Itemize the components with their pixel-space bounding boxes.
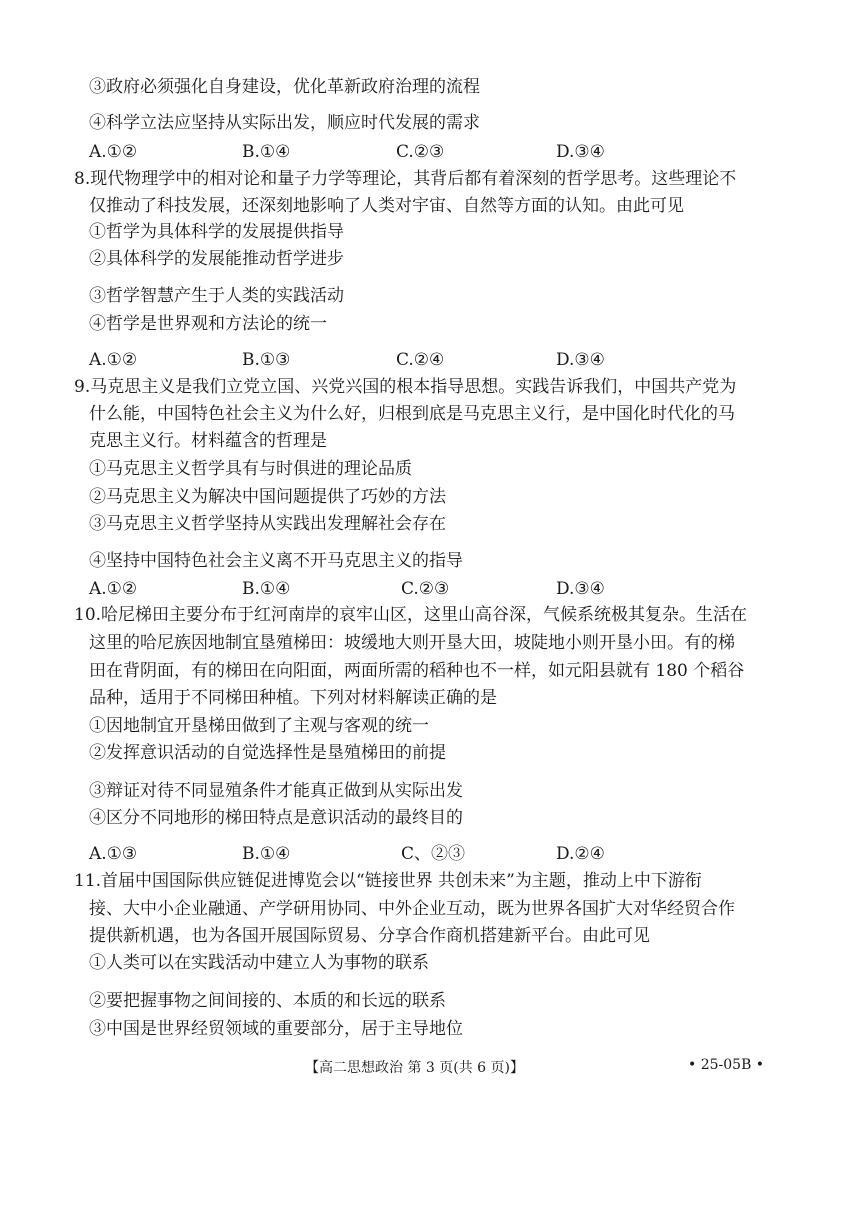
option-statement: ②马克思主义为解决中国问题提供了巧妙的方法 bbox=[89, 487, 446, 507]
answer-choice-a: A.①② bbox=[89, 142, 138, 162]
question-8-stem: 仅推动了科技发展，还深刻地影响了人类对宇宙、自然等方面的认知。由此可见 bbox=[89, 196, 684, 216]
answer-choice-c: C.②③ bbox=[396, 142, 445, 162]
option-statement: ③中国是世界经贸领域的重要部分，居于主导地位 bbox=[89, 1019, 463, 1039]
question-9-stem: 克思主义行。材料蕴含的哲理是 bbox=[89, 431, 327, 451]
option-statement: ④哲学是世界观和方法论的统一 bbox=[89, 314, 327, 334]
question-11-stem: 接、大中小企业融通、产学研用协同、中外企业互动，既为世界各国扩大对华经贸合作 bbox=[89, 899, 735, 919]
answer-choice-d: D.③④ bbox=[556, 350, 605, 370]
question-10-stem: 品种，适用于不同梯田种植。下列对材料解读正确的是 bbox=[89, 688, 497, 708]
option-statement: ③辩证对待不同显殖条件才能真正做到从实际出发 bbox=[89, 781, 463, 801]
option-statement: ④区分不同地形的梯田特点是意识活动的最终目的 bbox=[89, 808, 463, 828]
option-statement: ①人类可以在实践活动中建立人为事物的联系 bbox=[89, 953, 429, 973]
option-statement: ③马克思主义哲学坚持从实践出发理解社会存在 bbox=[89, 514, 446, 534]
answer-choice-d: D.③④ bbox=[556, 579, 605, 599]
answer-choice-a: A.①② bbox=[89, 350, 138, 370]
question-9-stem: 什么能，中国特色社会主义为什么好，归根到底是马克思主义行，是中国化时代化的马 bbox=[89, 404, 735, 424]
answer-choice-b: B.①③ bbox=[242, 350, 291, 370]
answer-choice-c: C、②③ bbox=[401, 844, 466, 864]
option-statement: ①哲学为具体科学的发展提供指导 bbox=[89, 222, 344, 242]
page-footer: 【高二思想政治 第 3 页(共 6 页)】 bbox=[305, 1060, 524, 1076]
question-8-stem: 8.现代物理学中的相对论和量子力学等理论，其背后都有着深刻的哲学思考。这些理论不 bbox=[74, 169, 737, 189]
answer-choice-b: B.①④ bbox=[242, 579, 291, 599]
answer-choice-d: D.②④ bbox=[556, 844, 605, 864]
answer-choice-a: A.①② bbox=[89, 579, 138, 599]
question-11-stem: 提供新机遇，也为各国开展国际贸易、分享合作商机搭建新平台。由此可见 bbox=[89, 926, 650, 946]
page-code: • 25-05B • bbox=[688, 1057, 765, 1073]
answer-choice-b: B.①④ bbox=[242, 142, 291, 162]
option-statement: ③哲学智慧产生于人类的实践活动 bbox=[89, 286, 344, 306]
option-statement: ④坚持中国特色社会主义离不开马克思主义的指导 bbox=[89, 551, 463, 571]
answer-choice-d: D.③④ bbox=[556, 142, 605, 162]
option-statement: ①因地制宜开垦梯田做到了主观与客观的统一 bbox=[89, 716, 429, 736]
answer-choice-c: C.②④ bbox=[396, 350, 445, 370]
option-statement: ②要把握事物之间间接的、本质的和长远的联系 bbox=[89, 991, 446, 1011]
question-11-stem: 11.首届中国国际供应链促进博览会以“链接世界 共创未来”为主题，推动上中下游衔 bbox=[74, 871, 702, 891]
option-statement: ③政府必须强化自身建设，优化革新政府治理的流程 bbox=[89, 77, 480, 97]
answer-choice-b: B.①④ bbox=[242, 844, 291, 864]
question-10-stem: 田在背阴面，有的梯田在向阳面，两面所需的稻种也不一样，如元阳县就有 180 个稻谷 bbox=[89, 661, 745, 681]
answer-choice-c: C.②③ bbox=[401, 579, 450, 599]
option-statement: ②具体科学的发展能推动哲学进步 bbox=[89, 249, 344, 269]
question-10-stem: 10.哈尼梯田主要分布于红河南岸的哀牢山区，这里山高谷深，气候系统极其复杂。生活在 bbox=[74, 605, 748, 625]
option-statement: ④科学立法应坚持从实际出发，顺应时代发展的需求 bbox=[89, 113, 480, 133]
question-10-stem: 这里的哈尼族因地制宜垦殖梯田：坡缓地大则开垦大田，坡陡地小则开垦小田。有的梯 bbox=[89, 633, 735, 653]
option-statement: ②发挥意识活动的自觉选择性是垦殖梯田的前提 bbox=[89, 743, 446, 763]
answer-choice-a: A.①③ bbox=[89, 844, 138, 864]
option-statement: ①马克思主义哲学具有与时俱进的理论品质 bbox=[89, 459, 412, 479]
question-9-stem: 9.马克思主义是我们立党立国、兴党兴国的根本指导思想。实践告诉我们，中国共产党为 bbox=[74, 377, 737, 397]
